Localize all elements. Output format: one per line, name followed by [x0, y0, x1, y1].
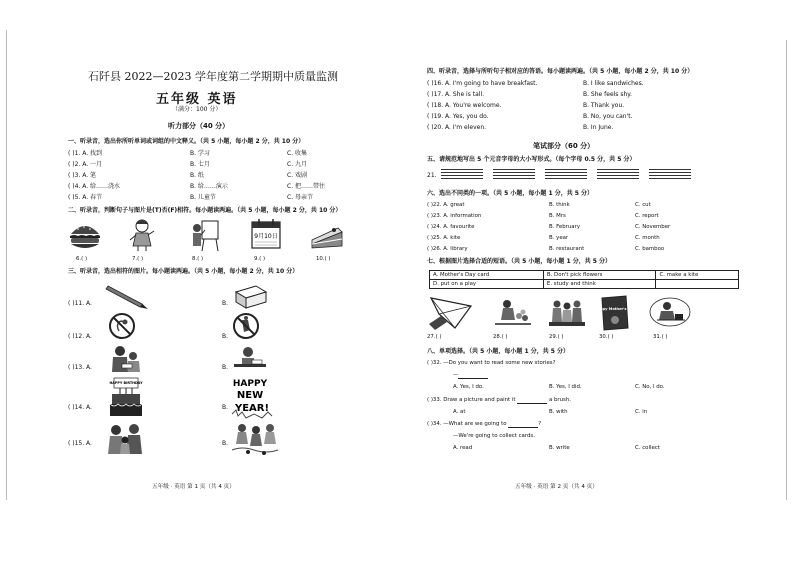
question-21-label: 21. — [427, 172, 437, 179]
question-23-a: ( )23. A. information — [427, 213, 482, 219]
question-19-b: B. No, you can't. — [583, 113, 633, 120]
question-33-blank[interactable] — [517, 398, 547, 404]
new-year-line-1: HAPPY — [232, 379, 268, 389]
written-section-header: 笔试部分（60 分） — [533, 142, 595, 150]
picture-27-label: 27.( ) — [427, 334, 442, 340]
section-7-instructions: 七、根据图片选择合适的短语。（共 5 小题，每小题 1 分，共 5 分） — [427, 258, 612, 265]
question-14-a: ( )14. A. — [68, 404, 92, 411]
question-3-a: ( )3. A. 笔 — [68, 172, 97, 179]
question-12-b: B. — [222, 333, 229, 340]
pencil-picture — [104, 282, 150, 310]
picture-30-label: 30.( ) — [599, 334, 614, 340]
question-18-a: ( )18. A. You're welcome. — [427, 102, 502, 109]
studying-picture — [232, 344, 268, 374]
thinking-student-picture — [649, 296, 691, 328]
question-24-a: ( )24. A. favourite — [427, 224, 475, 230]
page-1-footer: 五年级 · 英语 第 1 页（共 4 页） — [152, 484, 235, 490]
phrase-option-c: C. make a kite — [656, 271, 739, 280]
mothers-day-card-text: Happy Mother's Day — [594, 307, 636, 311]
question-33-stem: ( )33. Draw a picture and paint it — [427, 397, 516, 403]
phrase-option-d: D. put on a play — [430, 280, 544, 289]
question-2-c: C. 九月 — [287, 161, 308, 168]
no-pushing-sign — [232, 312, 260, 340]
calendar-picture — [250, 218, 282, 250]
exam-title: 石阡县 2022—2023 学年度第二学期期中质量监测 — [88, 70, 338, 83]
phrase-option-b: B. Don't pick flowers — [543, 271, 656, 280]
question-15-a: ( )15. A. — [68, 440, 92, 447]
new-year-line-2: NEW — [236, 390, 264, 401]
question-20-a: ( )20. A. I'm eleven. — [427, 124, 487, 131]
question-34-b: B. write — [549, 445, 570, 451]
question-34-c: C. collect — [635, 445, 660, 451]
section-3-instructions: 三、听录音，选出相符的图片。每小题读两遍。（共 5 小题，每小题 2 分，共 10 分） — [68, 268, 299, 275]
question-2-a: ( )2. A. 一月 — [68, 161, 103, 168]
happy-new-year-picture — [228, 374, 274, 420]
question-22-c: C. cut — [635, 202, 651, 208]
question-25-a: ( )25. A. kite — [427, 235, 461, 241]
question-32-text: ( )32. —Do you want to read some new stories? — [427, 360, 556, 366]
question-32-b: B. Yes, I did. — [549, 384, 582, 390]
question-2-b: B. 七月 — [190, 161, 210, 168]
kite-picture — [425, 294, 477, 332]
section-5-instructions: 五、请规范地写出 5 个元音字母的大小写形式。（每个字母 0.5 分，共 5 分） — [427, 156, 636, 163]
question-13-b: B. — [222, 364, 229, 371]
family-picture — [106, 422, 146, 456]
question-23-c: C. report — [635, 213, 659, 219]
question-1-b: B. 学习 — [190, 150, 210, 157]
calendar-date-text: 9月10日 — [254, 233, 278, 240]
question-16-a: ( )16. A. I'm going to have breakfast. — [427, 80, 538, 87]
question-24-c: C. November — [635, 224, 671, 230]
painting-picture — [190, 218, 220, 252]
picture-28-label: 28.( ) — [493, 334, 508, 340]
question-26-c: C. bamboo — [635, 246, 665, 252]
hamburger-picture — [68, 220, 102, 252]
question-32-answer-line — [453, 372, 488, 379]
question-34-blank[interactable] — [508, 422, 538, 428]
question-18-b: B. Thank you. — [583, 102, 625, 109]
question-25-b: B. year — [549, 235, 569, 241]
question-5-c: C. 母亲节 — [287, 194, 314, 201]
question-32-blank[interactable] — [458, 373, 488, 379]
phrase-option-a: A. Mother's Day card — [430, 271, 544, 280]
page-2-footer: 五年级 · 英语 第 2 页（共 4 页） — [515, 484, 598, 490]
question-26-a: ( )26. A. library — [427, 246, 468, 252]
picture-29-label: 29.( ) — [549, 334, 564, 340]
question-12-a: ( )12. A. — [68, 333, 92, 340]
picture-31-label: 31.( ) — [653, 334, 668, 340]
question-3-b: B. 纸 — [190, 172, 204, 179]
question-20-b: B. In June. — [583, 124, 614, 131]
question-1-a: ( )1. A. 找到 — [68, 150, 103, 157]
question-26-b: B. restaurant — [549, 246, 585, 252]
question-17-a: ( )17. A. She is tall. — [427, 91, 485, 98]
question-34-reply: —We're going to collect cards. — [453, 433, 535, 439]
section-6-instructions: 六、选出不同类的一项。（共 5 小题，每小题 1 分，共 5 分） — [427, 190, 594, 197]
question-3-c: C. 戏剧 — [287, 172, 308, 179]
question-11-a: ( )11. A. — [68, 300, 92, 307]
question-32-dash: — — [453, 372, 459, 378]
question-25-c: C. month — [635, 235, 660, 241]
girl-picture — [128, 218, 156, 252]
question-33-text — [427, 397, 571, 404]
question-33-b: B. with — [549, 409, 568, 415]
question-33-a: A. at — [453, 409, 466, 415]
eraser-picture — [232, 282, 270, 308]
exam-page-2 — [397, 0, 794, 561]
question-34-text — [427, 421, 541, 428]
picture-10-label: 10.( ) — [316, 256, 331, 262]
no-picking-flowers-sign — [108, 312, 136, 340]
phrase-option-empty — [656, 280, 739, 289]
question-1-c: C. 收集 — [287, 150, 308, 157]
section-4-instructions: 四、听录音，选择与所听句子相对应的答语。每小题读两遍。（共 5 小题，每小题 2 分，共 10 分） — [427, 68, 694, 75]
section-1-instructions: 一、听录音，选出你所听单词或词组的中文释义。（共 5 小题，每小题 2 分，共 10 分） — [68, 138, 305, 145]
section-2-instructions: 二、听录音，判断句子与图片是(T)否(F)相符。每小题读两遍。（共 5 小题，每小题 2 分，共 10 分） — [68, 207, 342, 214]
question-16-b: B. I like sandwiches. — [583, 80, 644, 87]
question-22-b: B. think — [549, 202, 570, 208]
question-4-a: ( )4. A. 给……浇水 — [68, 183, 121, 190]
question-22-a: ( )22. A. great — [427, 202, 465, 208]
question-34-stem: ( )34. —What are we going to — [427, 421, 507, 427]
mothers-day-card-picture — [594, 294, 636, 332]
question-33-stem-end: a brush. — [548, 397, 571, 403]
question-15-b: B. — [222, 440, 229, 447]
question-34-a: A. read — [453, 445, 473, 451]
question-5-a: ( )5. A. 春节 — [68, 194, 103, 201]
section-8-instructions: 八、单项选择。（共 5 小题，每小题 1 分，共 5 分） — [427, 348, 570, 355]
question-33-c: C. in — [635, 409, 648, 415]
mother-child-picture — [108, 344, 144, 374]
picture-7-label: 7.( ) — [132, 256, 144, 262]
phrase-options-table — [429, 270, 739, 289]
phrase-option-e: E. study and think — [543, 280, 656, 289]
picture-8-label: 8.( ) — [192, 256, 204, 262]
question-13-a: ( )13. A. — [68, 364, 92, 371]
question-23-b: B. Mrs — [549, 213, 566, 219]
play-performance-picture — [547, 296, 587, 328]
question-5-b: B. 儿童节 — [190, 194, 216, 201]
question-11-b: B. — [222, 300, 229, 307]
picture-9-label: 9.( ) — [254, 256, 266, 262]
full-score: （满分：100 分） — [172, 106, 222, 113]
question-24-b: B. February — [549, 224, 581, 230]
question-34-stem-end: ? — [538, 421, 542, 427]
question-4-b: B. 给……演示 — [190, 183, 228, 190]
question-32-c: C. No, I do. — [635, 384, 665, 390]
birthday-cake-picture — [108, 374, 144, 418]
question-17-b: B. She feels shy. — [583, 91, 632, 98]
listening-section-header: 听力部分（40 分） — [168, 122, 230, 130]
question-32-a: A. Yes, I do. — [453, 384, 484, 390]
picking-flowers-picture — [493, 296, 533, 328]
picture-6-label: 6.( ) — [76, 256, 88, 262]
question-14-b: B. — [222, 404, 229, 411]
cake-slice-picture — [310, 222, 344, 250]
children-playing-picture — [230, 420, 280, 458]
grade-subject: 五年级 英语 — [156, 92, 238, 107]
birthday-cake-text: HAPPY BIRTHDAY — [109, 381, 143, 385]
question-4-c: C. 把……带往 — [287, 183, 326, 190]
question-19-a: ( )19. A. Yes, you do. — [427, 113, 489, 120]
new-year-line-3: YEAR! — [234, 403, 270, 414]
